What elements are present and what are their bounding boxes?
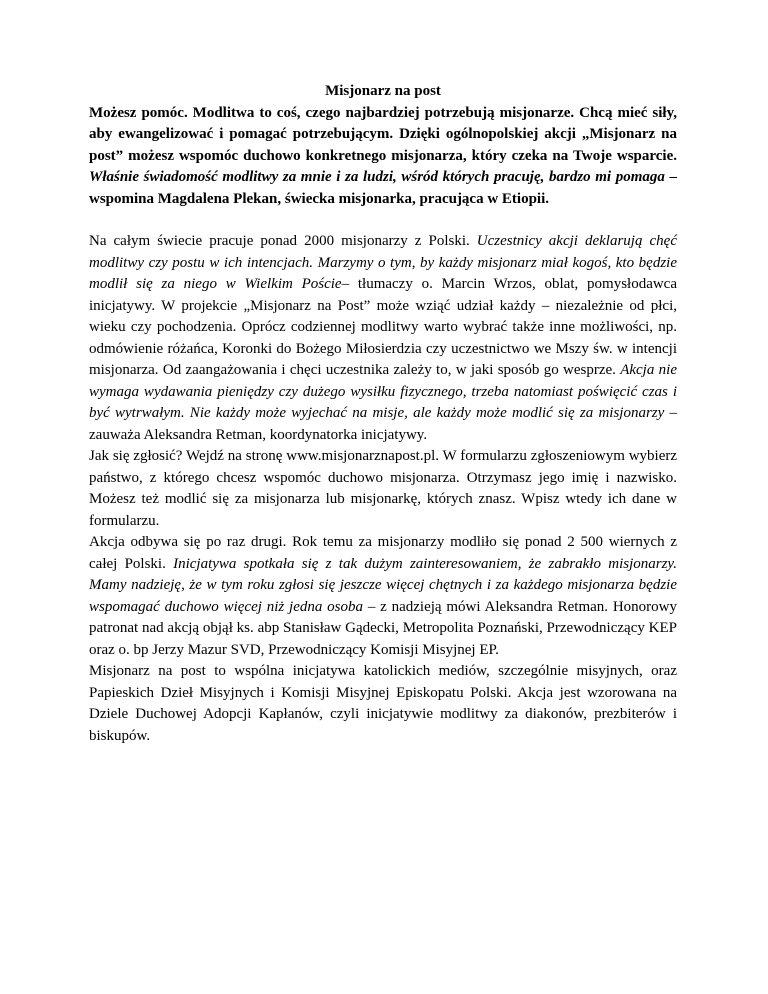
p3-text-a: Akcja odbywa się po raz drugi. Rok temu za misjonarzy modliło się ponad 2 500 wiernych z całej Polski. — [89, 534, 677, 572]
lead-text-2: – wspomina Magdalena Plekan, świecka misjonarka, pracująca w Etiopii. — [89, 169, 678, 207]
lead-text-1: Możesz pomóc. Modlitwa to coś, czego najbardziej potrzebują misjonarze. Chcą mieć siły, aby ewangelizować i pomagać potrzebującym. Dzięki ogólnopolskiej akcji „Misjonarz na post” możesz wspomóc duchowo konkretnego misjonarza, który czeka na Twoje wsparcie. — [89, 104, 677, 164]
article-title: Misjonarz na post — [325, 83, 441, 99]
p3-text-c: – z nadzieją mówi Aleksandra Retman. Honorowy patronat nad akcją objął ks. abp Stanisław Gądecki, Metropolita Poznański, Przewodniczący KEP oraz o. bp Jerzy Mazur SVD, Przewodniczący Komisji Misyjnej EP. — [89, 598, 677, 658]
p1-quote-2: Akcja nie wymaga wydawania pieniędzy czy dużego wysiłku fizycznego, trzeba natomiast poświęcić czas i być wytrwałym. Nie każdy może wyjechać na misje, ale każdy może modlić się za misjonarzy — [89, 362, 677, 421]
p1-text-a: Na całym świecie pracuje ponad 2000 misjonarzy z Polski. — [89, 233, 477, 249]
document-page — [89, 81, 677, 747]
p1-quote-1: Uczestnicy akcji deklarują chęć modlitwy czy postu w ich intencjach. Marzymy o tym, by każdy misjonarz miał kogoś, kto będzie modlił się za niego w Wielkim Poście — [89, 233, 677, 292]
paragraph-3 — [89, 532, 677, 661]
p1-text-c: – tłumaczy o. Marcin Wrzos, oblat, pomysłodawca inicjatywy. W projekcie „Misjonarz na Post” może wziąć udział każdy – niezależnie od płci, wieku czy pochodzenia. Oprócz codziennej modlitwy warto wybrać także inne możliwości, np. odmówienie różańca, Koronki do Bożego Miłosierdzia czy uczestnictwo we Mszy św. w intencji misjonarza. Od zaangażowania i chęci uczestnika zależy to, w jaki sposób go wesprze. — [89, 276, 677, 378]
p1-text-e: – zauważa Aleksandra Retman, koordynatorka inicjatywy. — [89, 405, 678, 443]
lead-quote: Właśnie świadomość modlitwy za mnie i za ludzi, wśród których pracuję, bardzo mi pomaga — [89, 169, 665, 185]
paragraph-gap — [89, 210, 677, 231]
paragraph-1 — [89, 231, 677, 446]
article-lead — [89, 103, 677, 211]
paragraph-4: Misjonarz na post to wspólna inicjatywa katolickich mediów, szczególnie misyjnych, oraz Papieskich Dzieł Misyjnych i Komisji Misyjnej Episkopatu Polski. Akcja jest wzorowana na Dziele Duchowej Adopcji Kapłanów, czyli inicjatywie modlitwy za diakonów, prezbiterów i biskupów. — [89, 663, 677, 744]
p3-quote: Inicjatywa spotkała się z tak dużym zainteresowaniem, że zabrakło misjonarzy. Mamy nadzieję, że w tym roku zgłosi się jeszcze więcej chętnych i za każdego misjonarza będzie wspomagać duchowo więcej niż jedna osoba — [89, 555, 677, 615]
paragraph-2: Jak się zgłosić? Wejdź na stronę www.misjonarznapost.pl. W formularzu zgłoszeniowym wybierz państwo, z którego chcesz wspomóc duchowo misjonarza. Otrzymasz jego imię i nazwisko. Możesz też modlić się za misjonarza lub misjonarkę, których znasz. Wpisz wtedy ich dane w formularzu. — [89, 448, 677, 529]
